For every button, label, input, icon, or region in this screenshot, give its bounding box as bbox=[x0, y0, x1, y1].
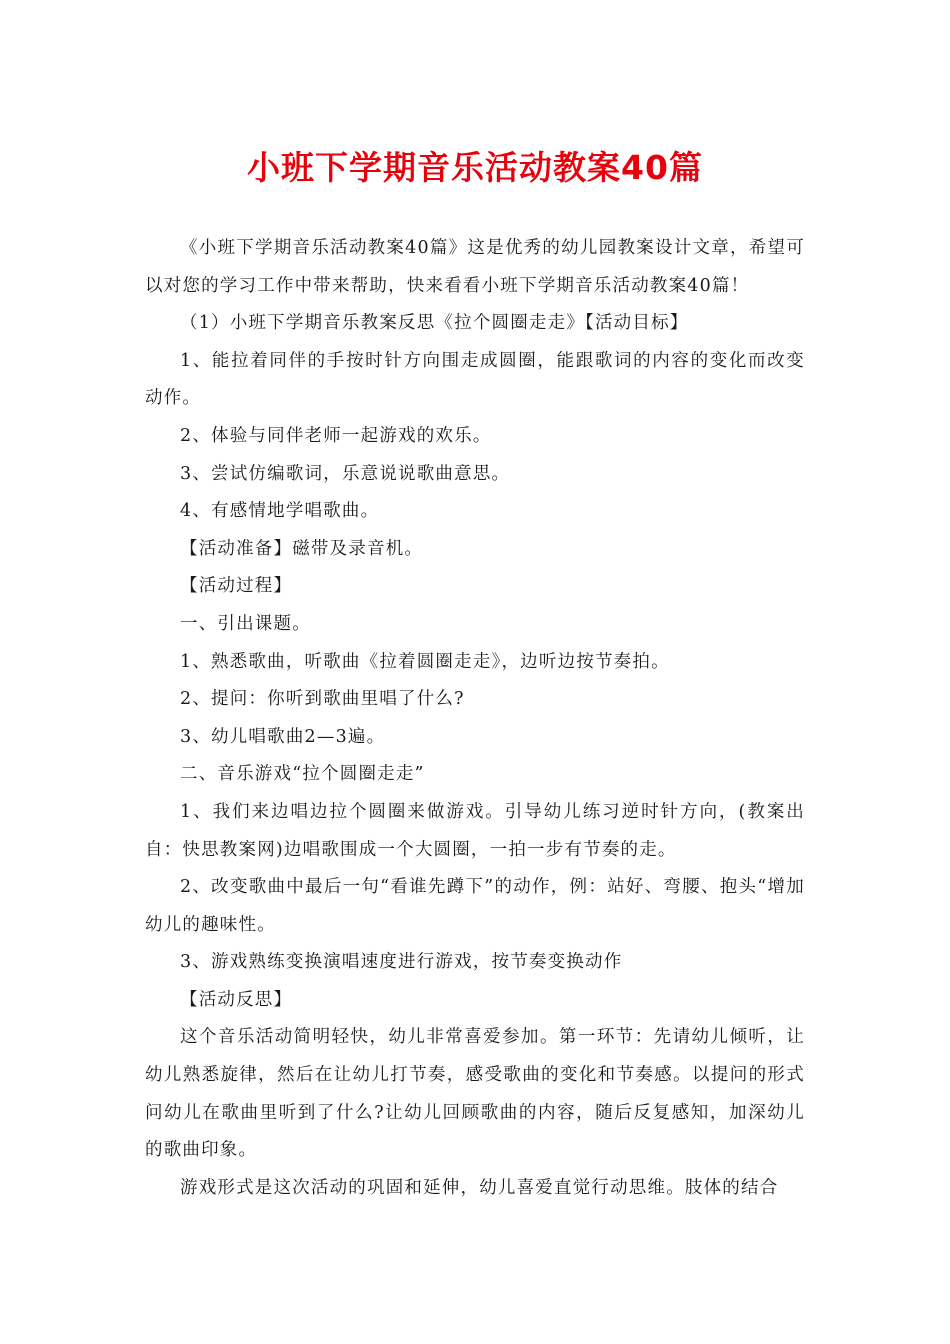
paragraph-intro: 《小班下学期音乐活动教案40篇》这是优秀的幼儿园教案设计文章，希望可以对您的学习工作中带来帮助，快来看看小班下学期音乐活动教案40篇！ bbox=[145, 238, 805, 296]
paragraph-step-1-item-1: 1、熟悉歌曲，听歌曲《拉着圆圈走走》，边听边按节奏拍。 bbox=[180, 651, 670, 672]
paragraph-goal-2: 2、体验与同伴老师一起游戏的欢乐。 bbox=[180, 425, 492, 446]
paragraph-goal-3: 3、尝试仿编歌词，乐意说说歌曲意思。 bbox=[180, 463, 511, 484]
paragraph-reflection-2: 游戏形式是这次活动的巩固和延伸，幼儿喜爱直觉行动思维。肢体的结合 bbox=[180, 1177, 779, 1198]
document-body bbox=[145, 230, 805, 1207]
paragraph-goal-4: 4、有感情地学唱歌曲。 bbox=[180, 501, 380, 522]
paragraph-step-2-item-3: 3、游戏熟练变换演唱速度进行游戏，按节奏变换动作 bbox=[180, 952, 623, 973]
paragraph-step-1-heading: 一、引出课题。 bbox=[180, 613, 311, 634]
paragraph-section-heading: （1）小班下学期音乐教案反思《拉个圆圈走走》【活动目标】 bbox=[180, 313, 689, 334]
paragraph-step-1-item-2: 2、提问：你听到歌曲里唱了什么? bbox=[180, 689, 465, 710]
paragraph-reflection-1: 这个音乐活动简明轻快，幼儿非常喜爱参加。第一环节：先请幼儿倾听，让幼儿熟悉旋律，然后在让幼儿打节奏，感受歌曲的变化和节奏感。以提问的形式问幼儿在歌曲里听到了什么?让幼儿回顾歌曲的内容，随后反复感知，加深幼儿的歌曲印象。 bbox=[145, 1027, 805, 1161]
paragraph-step-2-item-1: 1、我们来边唱边拉个圆圈来做游戏。引导幼儿练习逆时针方向，(教案出自：快思教案网)边唱歌围成一个大圆圈，一拍一步有节奏的走。 bbox=[145, 801, 805, 860]
paragraph-process-heading: 【活动过程】 bbox=[180, 576, 293, 597]
paragraph-preparation: 【活动准备】磁带及录音机。 bbox=[180, 538, 424, 559]
paragraph-step-2-heading: 二、音乐游戏“拉个圆圈走走” bbox=[180, 764, 425, 785]
paragraph-step-1-item-3: 3、幼儿唱歌曲2—3遍。 bbox=[180, 726, 386, 747]
paragraph-step-2-item-2: 2、改变歌曲中最后一句“看谁先蹲下”的动作，例：站好、弯腰、抱头“增加幼儿的趣味性。 bbox=[145, 877, 805, 935]
document-title: 小班下学期音乐活动教案40篇 bbox=[247, 148, 703, 187]
paragraph-goal-1: 1、能拉着同伴的手按时针方向围走成圆圈，能跟歌词的内容的变化而改变动作。 bbox=[145, 350, 805, 409]
paragraph-reflection-heading: 【活动反思】 bbox=[180, 989, 293, 1010]
